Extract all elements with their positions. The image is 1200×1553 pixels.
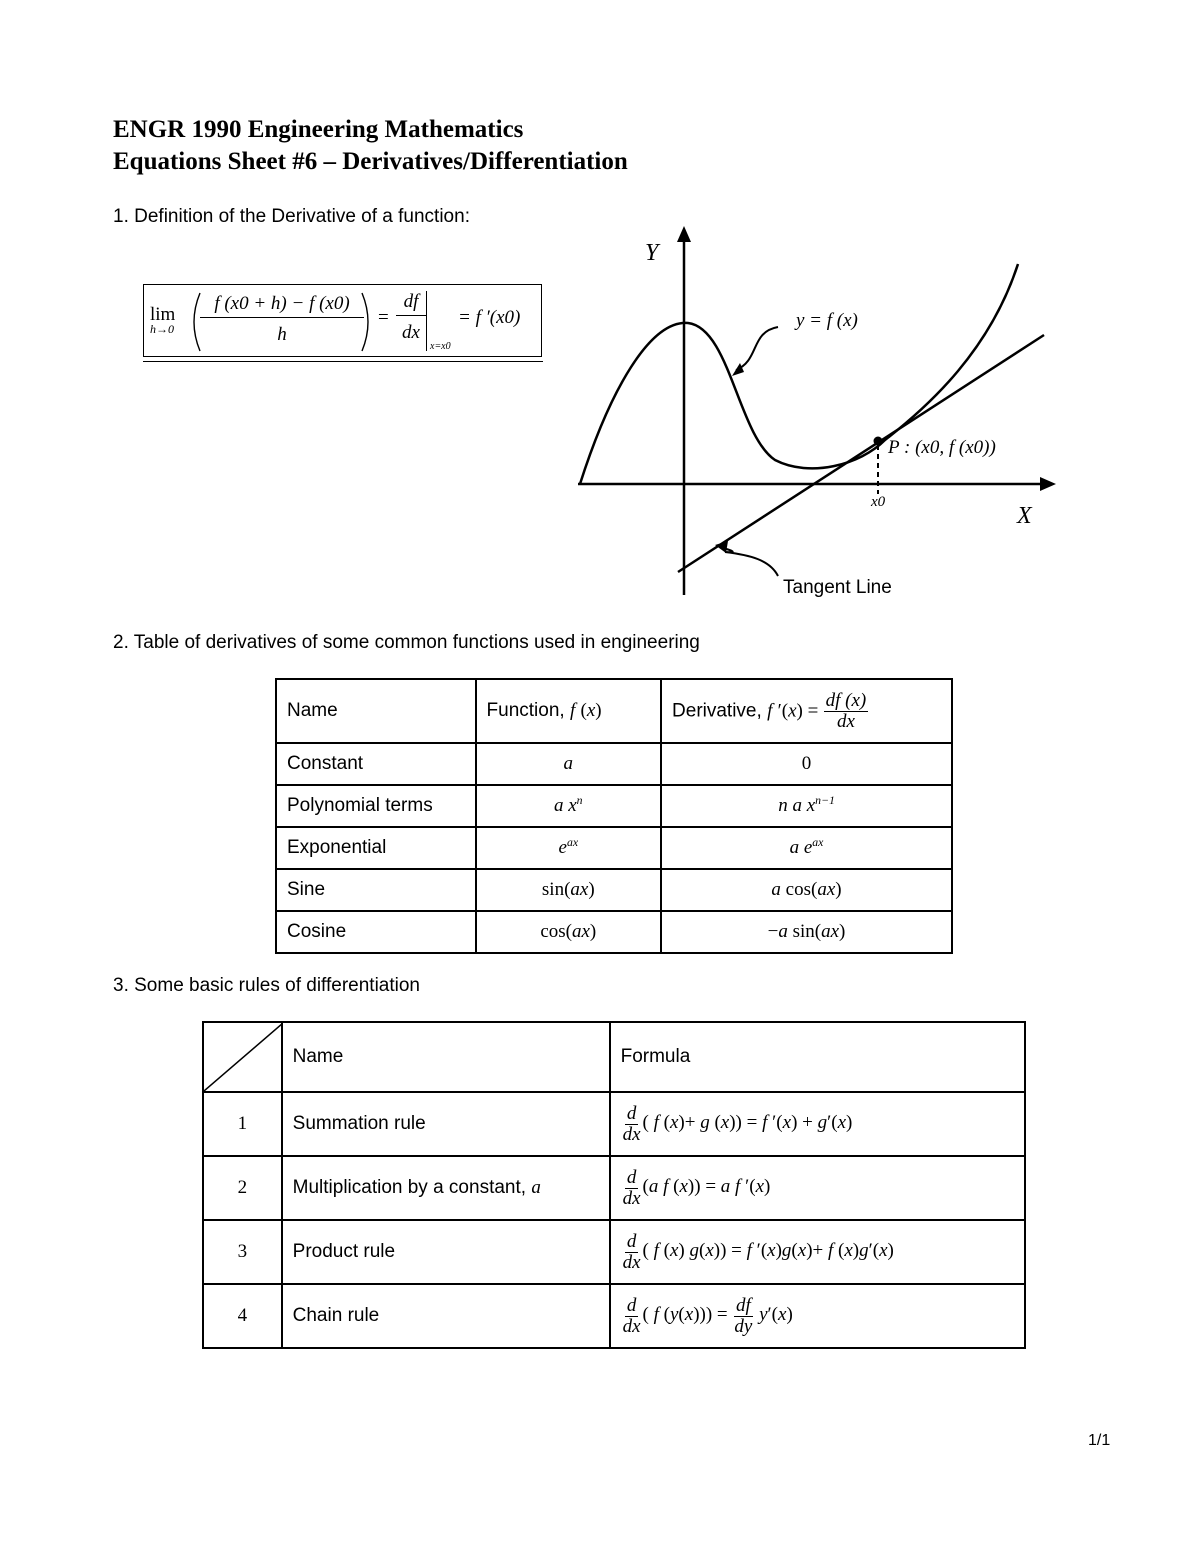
row-name-text: Multiplication by a constant, xyxy=(292,1177,527,1198)
table-row xyxy=(276,827,952,869)
table-row xyxy=(276,911,952,953)
row-function: a $x^n$ xyxy=(476,785,662,827)
row-derivative: 0 xyxy=(661,743,952,785)
lim-subscript: h→0 xyxy=(150,322,174,336)
section-1-heading: 1. Definition of the Derivative of a function: xyxy=(113,206,470,227)
header-function-text: Function, xyxy=(486,700,565,721)
row-name: Product rule xyxy=(282,1220,610,1284)
row-function: sin(ax) xyxy=(476,869,662,911)
tangent-label-arrow xyxy=(720,547,778,576)
table-row xyxy=(203,1092,1025,1156)
derivative-result: = f ′(x0) xyxy=(458,307,521,328)
table-row xyxy=(276,743,952,785)
document-title xyxy=(113,114,628,178)
title-line-1: ENGR 1990 Engineering Mathematics xyxy=(113,116,524,143)
point-p xyxy=(874,437,883,446)
row-name: Multiplication by a constant, a xyxy=(282,1156,610,1220)
row-name: Exponential xyxy=(276,827,476,869)
evaluation-bar xyxy=(426,291,427,351)
row-derivative: a $e^{ax}$ xyxy=(661,827,952,869)
tangent-line-graph xyxy=(570,220,1070,620)
dx-denominator: dx xyxy=(402,322,420,343)
row-formula: $\frac{d}{dx}$ (a f (x)) = a f ′(x) xyxy=(610,1156,1025,1220)
header-function: Function, f (x) xyxy=(476,679,662,743)
derivatives-table xyxy=(275,678,953,954)
section-3-heading: 3. Some basic rules of differentiation xyxy=(113,975,420,996)
curve-label-arrow xyxy=(736,327,778,370)
y-axis-label: Y xyxy=(645,240,659,266)
row-derivative: −a sin(ax) xyxy=(661,911,952,953)
df-numerator: df xyxy=(396,291,426,316)
point-label: P : (x0, f (x0)) xyxy=(888,437,996,458)
table-row xyxy=(276,785,952,827)
lim-text: lim xyxy=(150,304,176,325)
curve-label: y = f (x) xyxy=(796,310,858,331)
right-paren-large xyxy=(358,291,378,353)
row-number: 2 xyxy=(203,1156,282,1220)
y-axis-arrow xyxy=(677,226,691,242)
row-function: cos(ax) xyxy=(476,911,662,953)
row-formula: $\frac{d}{dx}$ ( f (y(x))) = $\frac{df}{dy}$ y′(x) xyxy=(610,1284,1025,1348)
row-name: Chain rule xyxy=(282,1284,610,1348)
table-row xyxy=(203,1156,1025,1220)
table-header-row xyxy=(276,679,952,743)
limit-fraction xyxy=(200,293,364,346)
page-number: 1/1 xyxy=(1088,1432,1111,1449)
row-name: Constant xyxy=(276,743,476,785)
equals-sign: = xyxy=(378,307,389,328)
table-row xyxy=(203,1284,1025,1348)
x-axis-arrow xyxy=(1040,477,1056,491)
table-row xyxy=(203,1220,1025,1284)
header-derivative: Derivative, f ′(x) = $\frac{df (x)}{dx}$ xyxy=(661,679,952,743)
x-axis-label: X xyxy=(1017,503,1032,529)
row-number: 4 xyxy=(203,1284,282,1348)
row-function: $e^{ax}$ xyxy=(476,827,662,869)
row-number: 3 xyxy=(203,1220,282,1284)
evaluation-subscript: x=x0 xyxy=(430,341,451,352)
row-name: Cosine xyxy=(276,911,476,953)
differentiation-rules-table xyxy=(202,1021,1026,1349)
header-name: Name xyxy=(276,679,476,743)
row-number: 1 xyxy=(203,1092,282,1156)
title-line-2: Equations Sheet #6 – Derivatives/Differentiation xyxy=(113,148,628,175)
lim-operator xyxy=(150,305,175,335)
header-corner-cell xyxy=(203,1022,282,1092)
row-formula: $\frac{d}{dx}$ ( f (x) g(x)) = f ′(x)g(x)+ f (x)g′(x) xyxy=(610,1220,1025,1284)
header-derivative-text: Derivative, xyxy=(672,700,762,722)
table-header-row xyxy=(203,1022,1025,1092)
df-dx-fraction xyxy=(396,291,426,344)
row-formula: $\frac{d}{dx}$ ( f (x)+ g (x)) = f ′(x) + g′(x) xyxy=(610,1092,1025,1156)
header-name: Name xyxy=(282,1022,610,1092)
limit-denominator: h xyxy=(277,324,287,345)
derivative-definition-box xyxy=(143,284,542,357)
row-name: Summation rule xyxy=(282,1092,610,1156)
header-formula: Formula xyxy=(610,1022,1025,1092)
corner-diagonal xyxy=(204,1023,283,1091)
row-name: Polynomial terms xyxy=(276,785,476,827)
row-function: a xyxy=(476,743,662,785)
table-row xyxy=(276,869,952,911)
row-derivative: a cos(ax) xyxy=(661,869,952,911)
tangent-line-label: Tangent Line xyxy=(783,577,892,598)
section-2-heading: 2. Table of derivatives of some common functions used in engineering xyxy=(113,632,700,653)
limit-numerator: f (x0 + h) − f (x0) xyxy=(200,293,364,318)
row-derivative: n a $x^{n-1}$ xyxy=(661,785,952,827)
row-name: Sine xyxy=(276,869,476,911)
curve-arrow-head xyxy=(732,363,744,376)
x0-label: x0 xyxy=(871,494,886,510)
